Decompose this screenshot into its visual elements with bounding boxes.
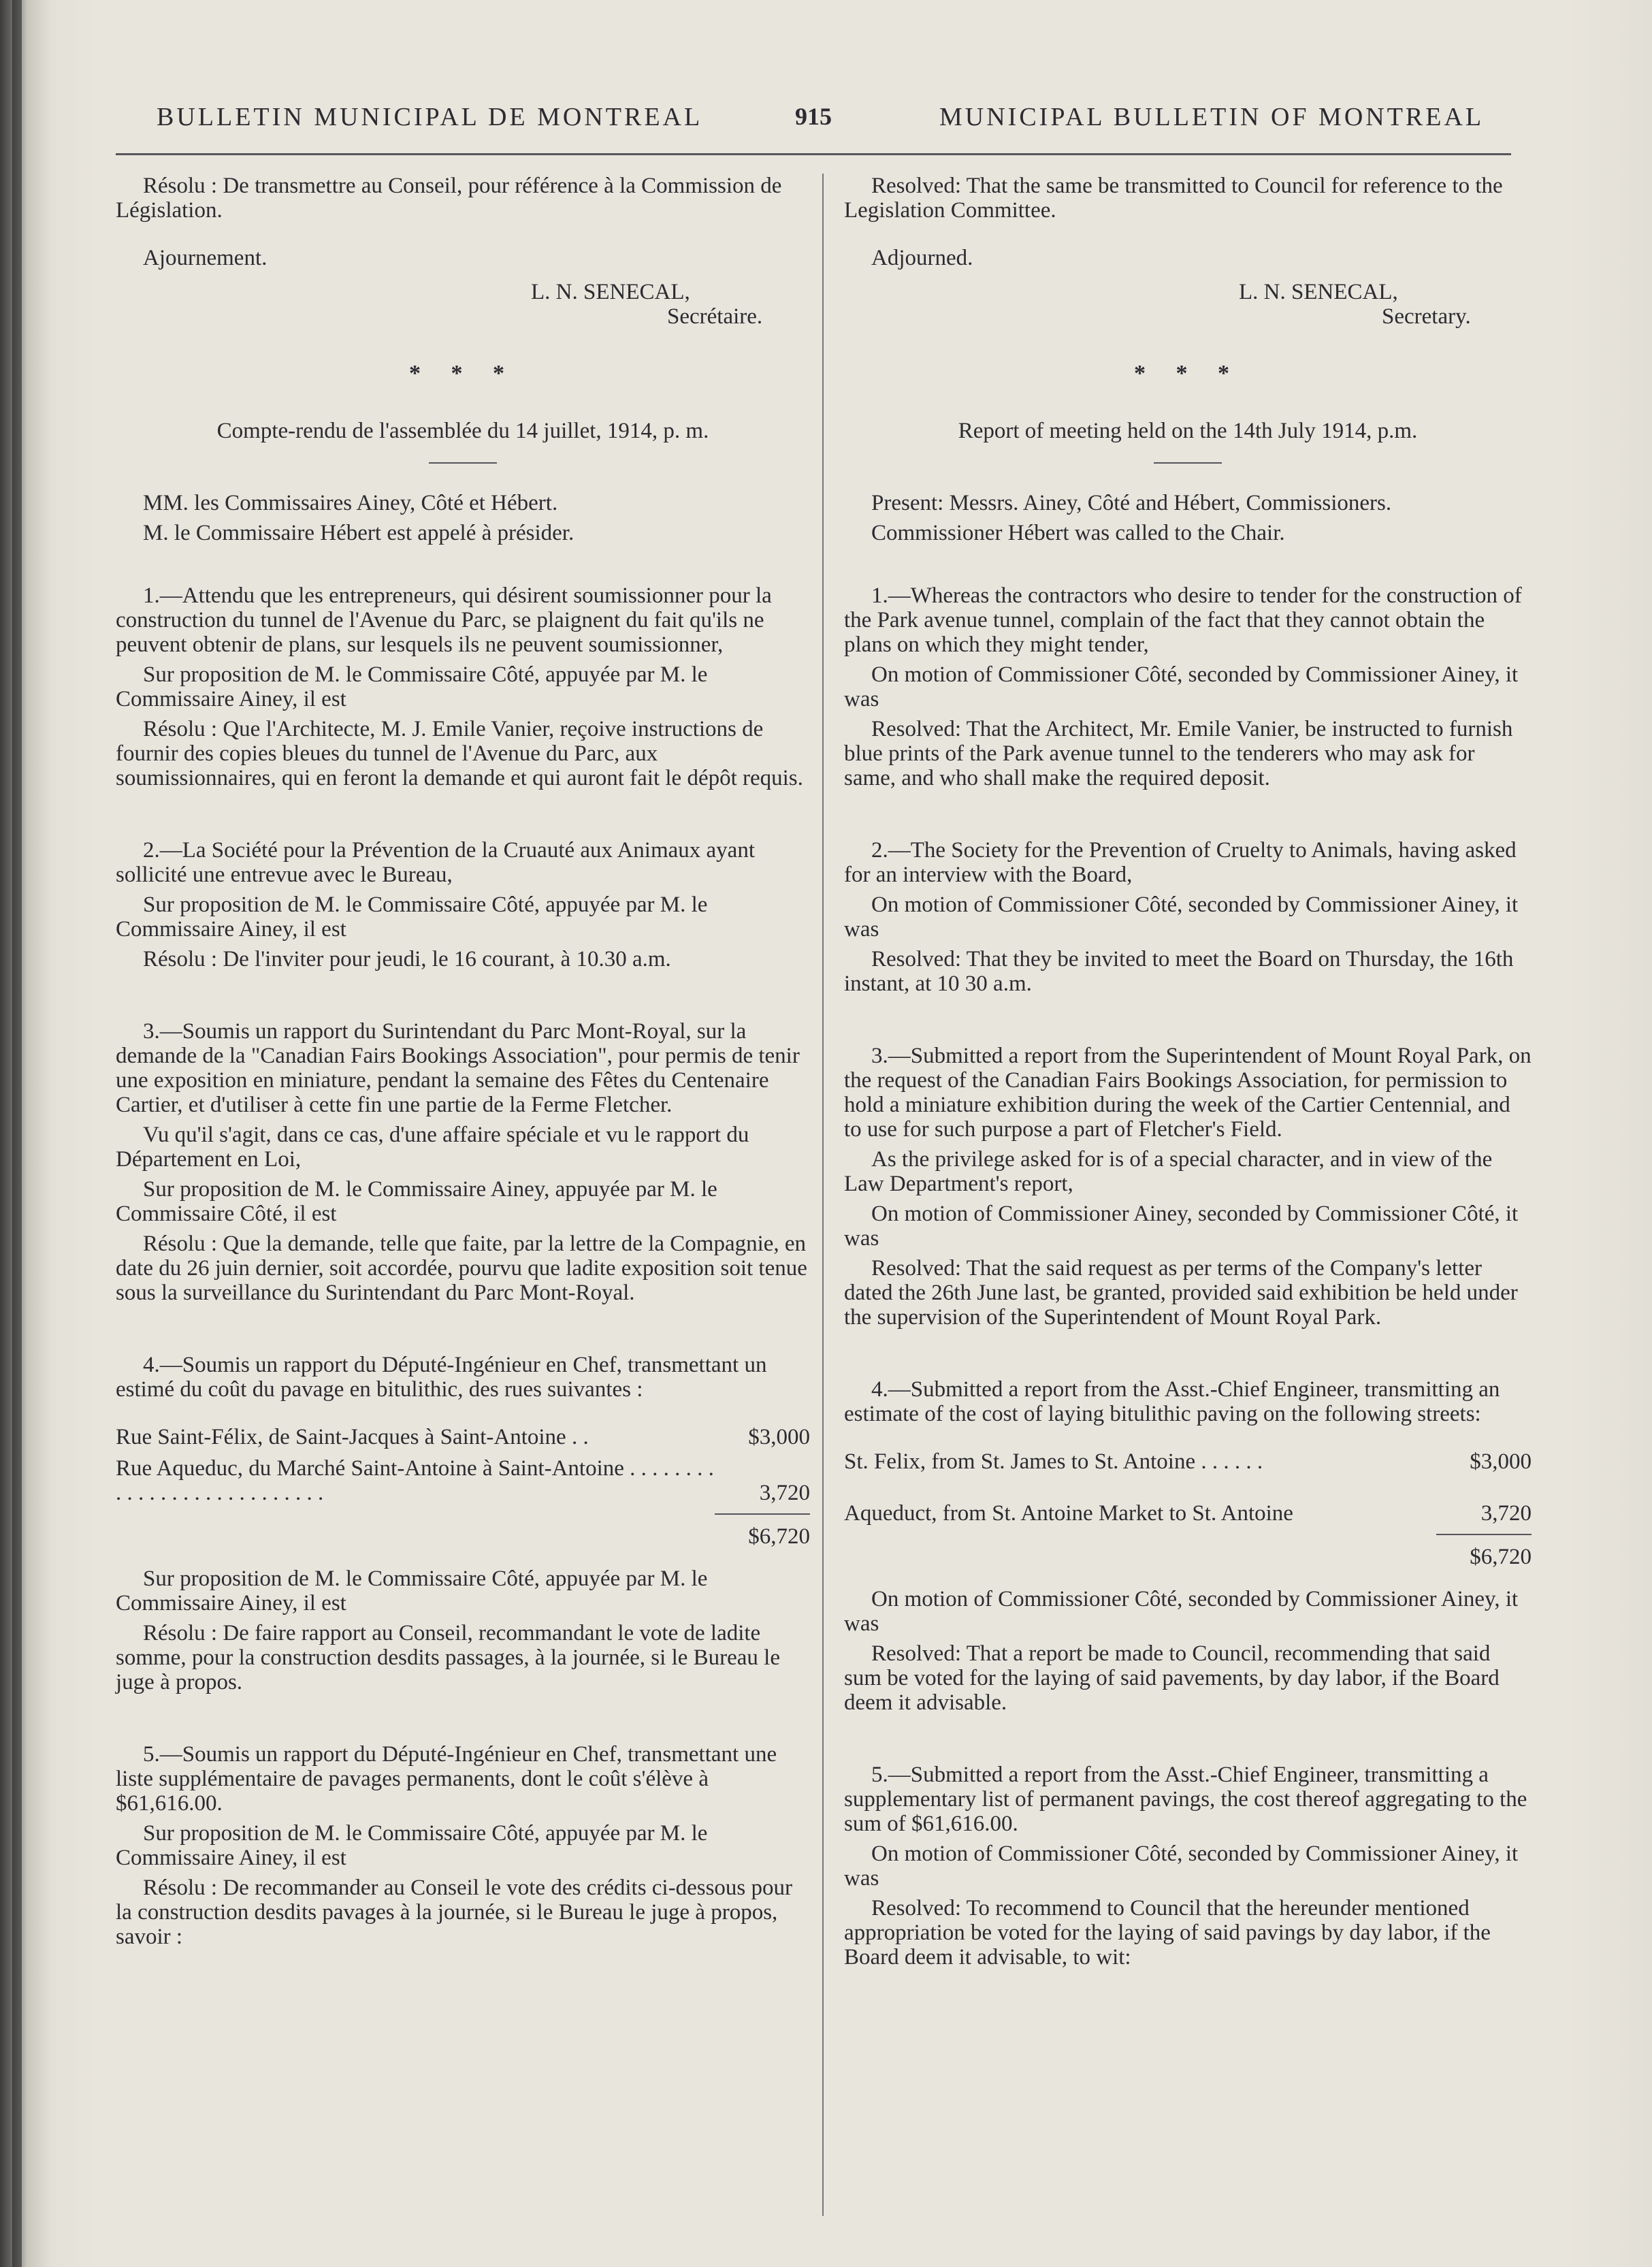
fr-item1-resolved: Résolu : Que l'Architecte, M. J. Emile Vanier, reçoive instructions de fournir des copies bleues du tunnel de l'Avenue du Parc, aux soumissionnaires, qui en feront la demande et qui auront fait le dépôt requis. <box>116 717 803 790</box>
en-street-amount: $3,000 <box>1470 1449 1532 1474</box>
fr-section-stars: * * * <box>409 361 517 386</box>
header-rule <box>116 153 1511 155</box>
en-present: Present: Messrs. Ainey, Côté and Hébert, Commissioners. <box>871 491 1392 515</box>
en-adjournment: Adjourned. <box>871 246 973 270</box>
fr-adjournment: Ajournement. <box>143 246 268 270</box>
en-item5-resolved: Resolved: To recommend to Council that the hereunder mentioned appropriation be voted for the laying of said pavings by day labor, if the Board deem it advisable, to wit: <box>844 1896 1491 1969</box>
en-total-rule <box>1436 1534 1532 1535</box>
en-street-amount: 3,720 <box>1480 1501 1532 1526</box>
english-column <box>844 174 1532 1975</box>
en-meeting-title: Report of meeting held on the 14th July 1914, p.m. <box>958 419 1418 443</box>
fr-street-label: Rue Saint-Félix, de Saint-Jacques à Saint-Antoine . . <box>116 1425 589 1449</box>
en-item2-motion: On motion of Commissioner Côté, seconded by Commissioner Ainey, it was <box>844 893 1519 942</box>
fr-item3-motion: Sur proposition de M. le Commissaire Ainey, appuyée par M. le Commissaire Côté, il est <box>116 1177 717 1226</box>
french-column <box>116 174 810 1955</box>
fr-street-amount: 3,720 <box>759 1481 810 1505</box>
en-item5-report: 5.—Submitted a report from the Asst.-Chief Engineer, transmitting a supplementary list of permanent pavings, the cost thereof aggregating to the sum of $61,616.00. <box>844 1763 1527 1836</box>
fr-item2-motion: Sur proposition de M. le Commissaire Côté, appuyée par M. le Commissaire Ainey, il est <box>116 893 708 942</box>
fr-item2-request: 2.—La Société pour la Prévention de la Cruauté aux Animaux ayant sollicité une entrevue avec le Bureau, <box>116 838 755 887</box>
en-street-label: St. Felix, from St. James to St. Antoine . . . . . . <box>844 1449 1263 1474</box>
en-item4-motion: On motion of Commissioner Côté, seconded by Commissioner Ainey, it was <box>844 1587 1519 1636</box>
en-item4-report: 4.—Submitted a report from the Asst.-Chief Engineer, transmitting an estimate of the cost of laying bitulithic paving on the following streets: <box>844 1377 1500 1426</box>
en-item1-whereas: 1.—Whereas the contractors who desire to tender for the construction of the Park avenue tunnel, complain of the fact that they cannot obtain the plans on which they might tender, <box>844 583 1522 657</box>
en-item4-total: $6,720 <box>1470 1545 1532 1569</box>
fr-chair: M. le Commissaire Hébert est appelé à présider. <box>143 521 574 545</box>
en-item3-motion: On motion of Commissioner Ainey, seconded by Commissioner Côté, it was <box>844 1202 1519 1251</box>
fr-item2-resolved: Résolu : De l'inviter pour jeudi, le 16 courant, à 10.30 a.m. <box>143 947 671 971</box>
fr-item5-motion: Sur proposition de M. le Commissaire Côté, appuyée par M. le Commissaire Ainey, il est <box>116 1821 708 1870</box>
en-resolution-referral: Resolved: That the same be transmitted to Council for reference to the Legislation Committee. <box>844 174 1503 223</box>
fr-signature-title: Secrétaire. <box>667 304 763 329</box>
en-item4-resolved: Resolved: That a report be made to Council, recommending that said sum be voted for the laying of said pavements, by day labor, if the Board deem it advisable. <box>844 1641 1500 1715</box>
en-item2-resolved: Resolved: That they be invited to meet the Board on Thursday, the 16th instant, at 10 30 a.m. <box>844 947 1514 996</box>
header-english-title: MUNICIPAL BULLETIN OF MONTREAL <box>939 103 1485 131</box>
en-item3-report: 3.—Submitted a report from the Superintendent of Mount Royal Park, on the request of the Canadian Fairs Bookings Association, for permission to hold a miniature exhibition during the week of the Cartier Centennial, and to use for such purpose a part of Fletcher's Field. <box>844 1044 1532 1142</box>
fr-item1-motion: Sur proposition de M. le Commissaire Côté, appuyée par M. le Commissaire Ainey, il est <box>116 662 708 711</box>
en-item4-street-row <box>844 1449 1532 1474</box>
page-number: 915 <box>795 103 832 130</box>
fr-street-label: Rue Aqueduc, du Marché Saint-Antoine à Saint-Antoine . . . . . . . . . . . . . . . . . . . . . . . . . . . <box>116 1456 714 1505</box>
fr-item5-report: 5.—Soumis un rapport du Député-Ingénieur en Chef, transmettant une liste supplémentaire de pavages permanents, dont le coût s'élève à $61,616.00. <box>116 1742 777 1816</box>
column-divider <box>822 174 824 2216</box>
en-item2-request: 2.—The Society for the Prevention of Cruelty to Animals, having asked for an interview with the Board, <box>844 838 1517 887</box>
fr-meeting-title: Compte-rendu de l'assemblée du 14 juillet, 1914, p. m. <box>216 419 709 443</box>
en-item1-resolved: Resolved: That the Architect, Mr. Emile Vanier, be instructed to furnish blue prints of the Park avenue tunnel to the tenderers who may ask for same, and who shall make the required deposit. <box>844 717 1513 790</box>
en-chair: Commissioner Hébert was called to the Chair. <box>871 521 1285 545</box>
fr-item4-report: 4.—Soumis un rapport du Député-Ingénieur en Chef, transmettant un estimé du coût du pavage en bitulithic, des rues suivantes : <box>116 1353 767 1402</box>
binding-edge <box>12 0 22 2267</box>
fr-item4-total: $6,720 <box>748 1524 810 1549</box>
fr-item4-resolved: Résolu : De faire rapport au Conseil, recommandant le vote de ladite somme, pour la construction desdits passages, à la journée, si le Bureau le juge à propos. <box>116 1621 780 1694</box>
fr-resolution-referral: Résolu : De transmettre au Conseil, pour référence à la Commission de Législation. <box>116 174 782 223</box>
en-signature-name: L. N. SENECAL, <box>1239 280 1398 304</box>
en-item3-resolved: Resolved: That the said request as per terms of the Company's letter dated the 26th June last, be granted, provided said exhibition be held under the supervision of the Superintendent of Mount Royal Park. <box>844 1256 1518 1330</box>
en-item5-motion: On motion of Commissioner Côté, seconded by Commissioner Ainey, it was <box>844 1842 1519 1891</box>
en-signature-title: Secretary. <box>1382 304 1471 329</box>
fr-present: MM. les Commissaires Ainey, Côté et Hébert. <box>143 491 558 515</box>
en-section-stars: * * * <box>1134 361 1242 386</box>
fr-item4-motion: Sur proposition de M. le Commissaire Côté, appuyée par M. le Commissaire Ainey, il est <box>116 1566 708 1615</box>
fr-item3-report: 3.—Soumis un rapport du Surintendant du Parc Mont-Royal, sur la demande de la "Canadian Fairs Bookings Association", pour permis de tenir une exposition en miniature, pendant la semaine des Fêtes du Centenaire Cartier, et d'utiliser à cette fin une partie de la Ferme Fletcher. <box>116 1019 800 1117</box>
en-short-rule <box>1154 462 1222 464</box>
en-item1-motion: On motion of Commissioner Côté, seconded by Commissioner Ainey, it was <box>844 662 1519 711</box>
fr-item5-resolved: Résolu : De recommander au Conseil le vote des crédits ci-dessous pour la construction desdits pavages à la journée, si le Bureau le juge à propos, savoir : <box>116 1876 793 1949</box>
fr-item4-street-row <box>116 1456 810 1505</box>
page-header <box>0 102 1652 143</box>
en-item3-considering: As the privilege asked for is of a special character, and in view of the Law Department's report, <box>844 1147 1493 1196</box>
fr-item3-resolved: Résolu : Que la demande, telle que faite, par la lettre de la Compagnie, en date du 26 juin dernier, soit accordée, pourvu que ladite exposition soit tenue sous la surveillance du Surintendant du Parc Mont-Royal. <box>116 1232 807 1305</box>
header-french-title: BULLETIN MUNICIPAL DE MONTREAL <box>157 103 703 131</box>
fr-item3-considering: Vu qu'il s'agit, dans ce cas, d'une affaire spéciale et vu le rapport du Département en Loi, <box>116 1123 749 1172</box>
fr-total-rule <box>715 1513 810 1515</box>
en-street-label: Aqueduct, from St. Antoine Market to St. Antoine <box>844 1501 1293 1526</box>
fr-short-rule <box>429 462 497 464</box>
en-item4-street-row <box>844 1501 1532 1526</box>
fr-street-amount: $3,000 <box>748 1425 810 1449</box>
fr-item4-street-row <box>116 1425 810 1449</box>
fr-item1-whereas: 1.—Attendu que les entrepreneurs, qui désirent soumissionner pour la construction du tunnel de l'Avenue du Parc, se plaignent du fait qu'ils ne peuvent obtenir de plans, sur lesquels ils ne peuvent soumissionner, <box>116 583 772 657</box>
fr-signature-name: L. N. SENECAL, <box>531 280 690 304</box>
